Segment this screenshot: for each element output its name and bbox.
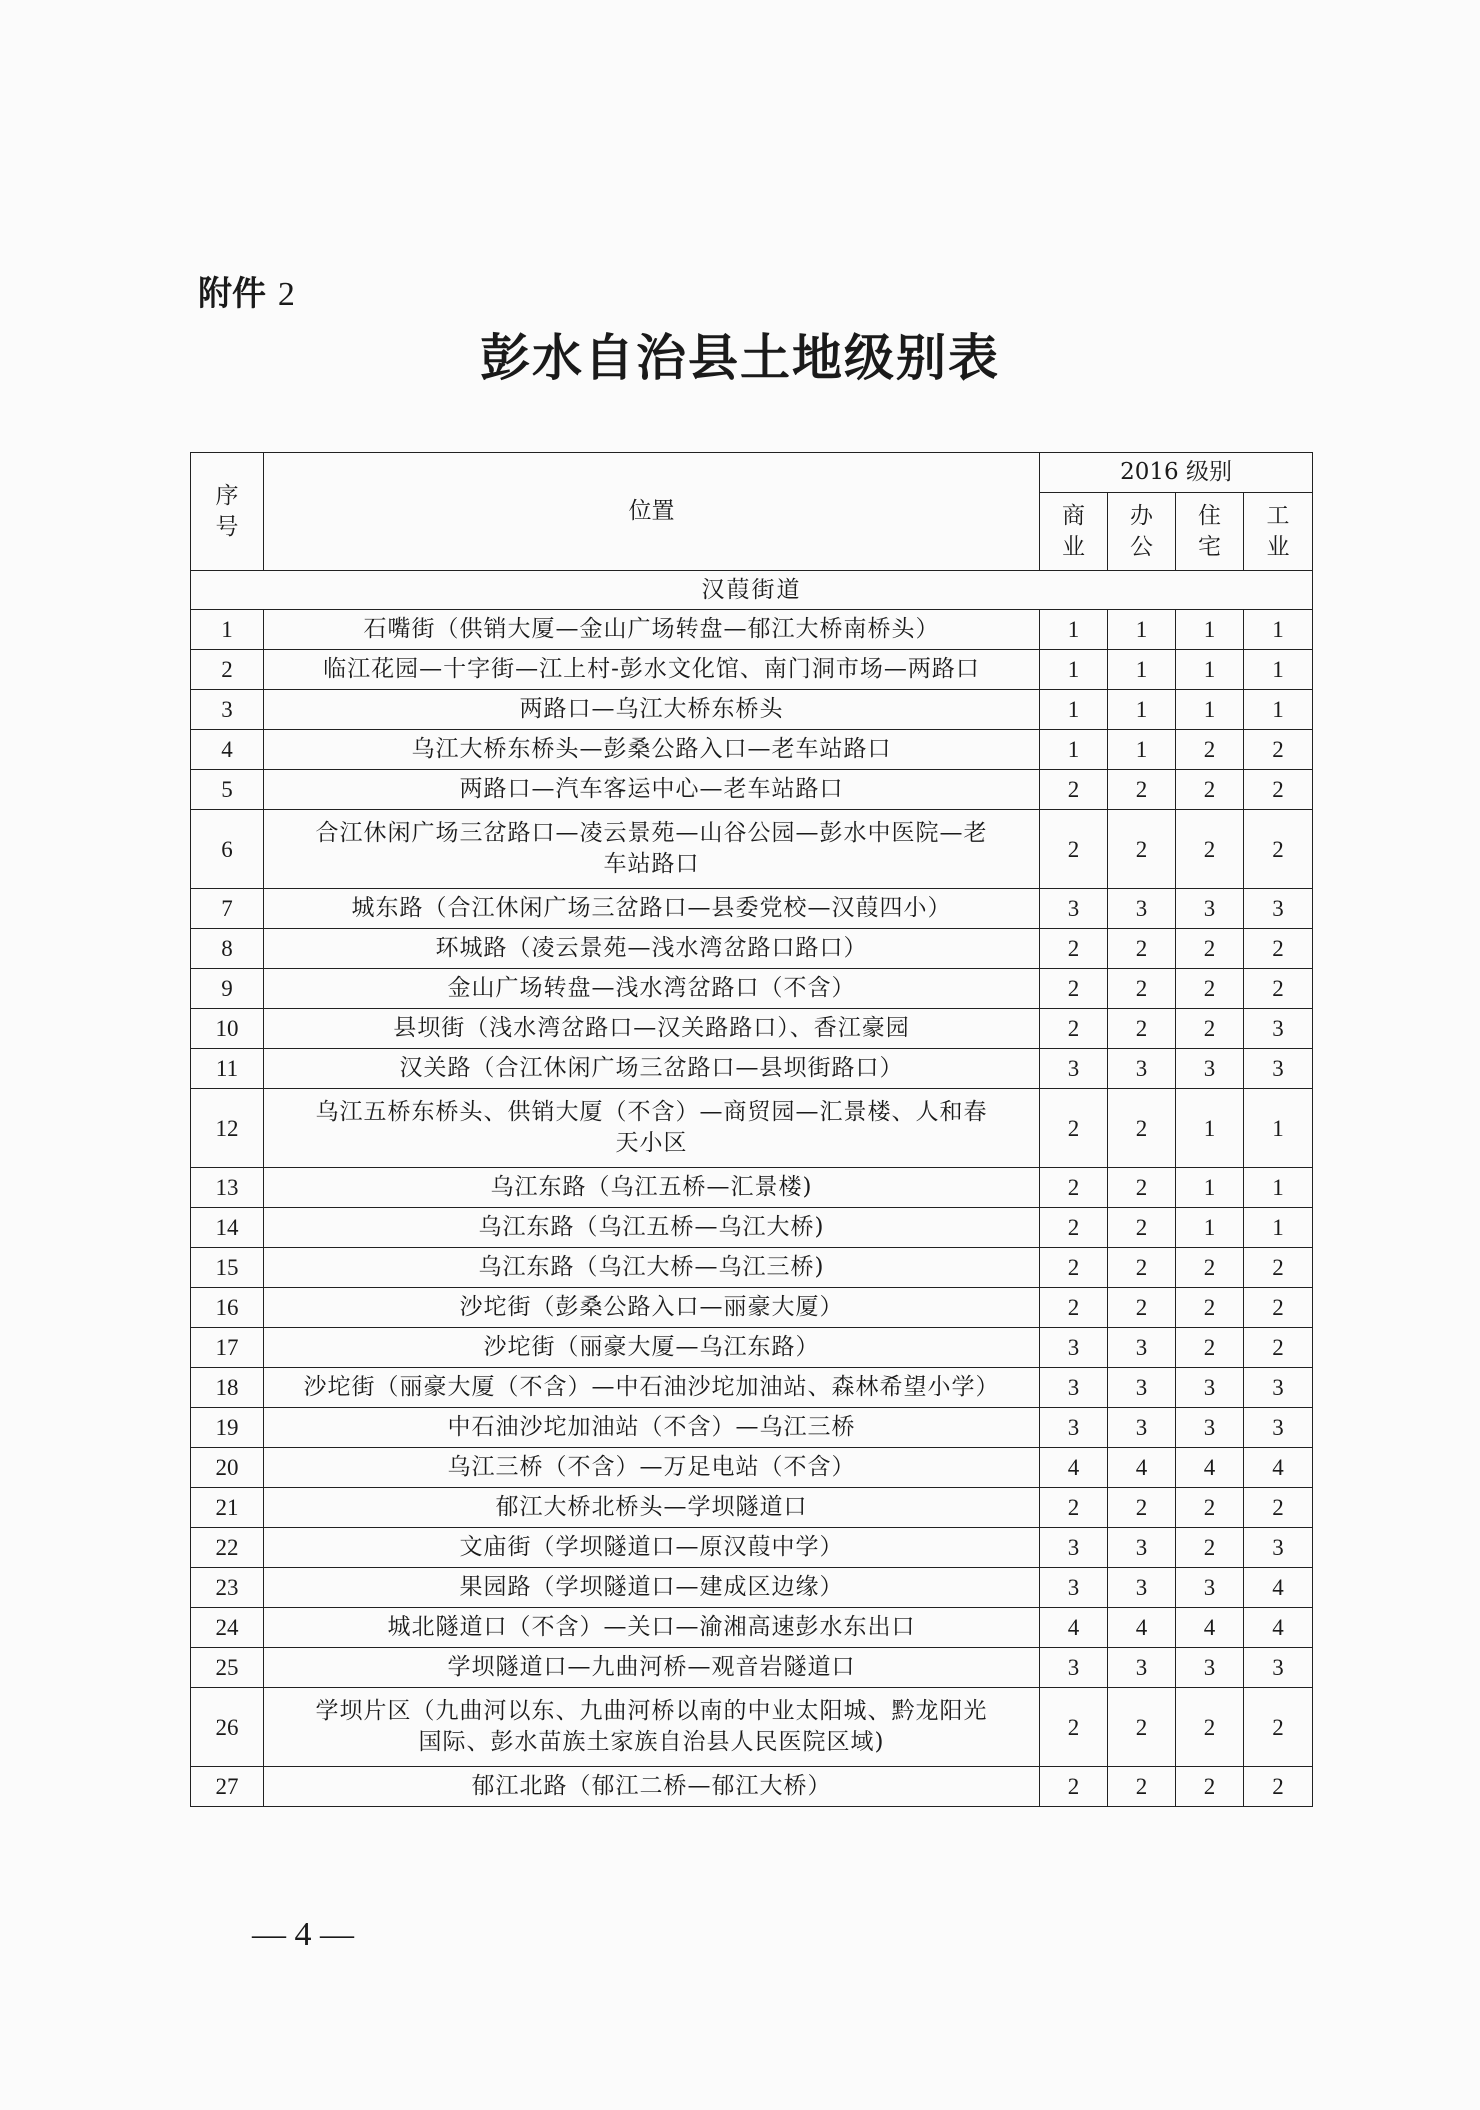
location-cell — [264, 810, 1040, 889]
grade-residential: 2 — [1176, 810, 1244, 889]
row-number: 25 — [191, 1648, 264, 1688]
grade-residential: 2 — [1176, 1328, 1244, 1368]
grade-commercial: 3 — [1040, 1648, 1108, 1688]
location-line: 文庙街（学坝隧道口—原汉葭中学） — [459, 1534, 844, 1560]
location-cell — [264, 1408, 1040, 1448]
grade-residential: 3 — [1176, 1049, 1244, 1089]
row-number: 4 — [191, 730, 264, 770]
location-cell — [264, 730, 1040, 770]
grade-commercial: 2 — [1040, 770, 1108, 810]
row-number: 21 — [191, 1488, 264, 1528]
grade-office: 2 — [1108, 810, 1176, 889]
grade-industrial: 2 — [1244, 770, 1313, 810]
grade-residential: 2 — [1176, 1248, 1244, 1288]
grade-office: 1 — [1108, 610, 1176, 650]
location-cell — [264, 1328, 1040, 1368]
table-row — [191, 929, 1313, 969]
row-number: 24 — [191, 1608, 264, 1648]
grade-residential: 3 — [1176, 1408, 1244, 1448]
attachment-label-text: 附件 — [198, 274, 266, 314]
table-row — [191, 1648, 1313, 1688]
col-header-commercial-top: 商 — [1062, 502, 1085, 529]
table-row — [191, 969, 1313, 1009]
grade-commercial: 2 — [1040, 1208, 1108, 1248]
table-row — [191, 650, 1313, 690]
row-number: 22 — [191, 1528, 264, 1568]
row-number: 1 — [191, 610, 264, 650]
grade-office: 3 — [1108, 889, 1176, 929]
grade-office: 3 — [1108, 1648, 1176, 1688]
location-line: 学坝隧道口—九曲河桥—观音岩隧道口 — [447, 1654, 856, 1680]
grade-industrial: 4 — [1244, 1608, 1313, 1648]
row-number: 23 — [191, 1568, 264, 1608]
grade-residential: 2 — [1176, 1688, 1244, 1767]
row-number: 11 — [191, 1049, 264, 1089]
col-header-office — [1108, 493, 1176, 571]
grade-office: 2 — [1108, 1767, 1176, 1807]
location-line: 乌江大桥东桥头—彭桑公路入口—老车站路口 — [411, 736, 892, 762]
row-number: 10 — [191, 1009, 264, 1049]
grade-commercial: 2 — [1040, 1248, 1108, 1288]
grade-office: 3 — [1108, 1049, 1176, 1089]
location-line: 果园路（学坝隧道口—建成区边缘） — [459, 1574, 844, 1600]
grade-office: 1 — [1108, 730, 1176, 770]
table-row — [191, 1767, 1313, 1807]
grade-residential: 1 — [1176, 610, 1244, 650]
grade-industrial: 3 — [1244, 1408, 1313, 1448]
grade-office: 2 — [1108, 1688, 1176, 1767]
grade-industrial: 2 — [1244, 730, 1313, 770]
grade-residential: 1 — [1176, 1089, 1244, 1168]
location-cell — [264, 1248, 1040, 1288]
table-row — [191, 1288, 1313, 1328]
grade-commercial: 2 — [1040, 929, 1108, 969]
grade-residential: 2 — [1176, 730, 1244, 770]
location-line: 汉关路（合江休闲广场三岔路口—县坝街路口） — [399, 1055, 904, 1081]
seq-header — [191, 453, 264, 571]
location-cell — [264, 1648, 1040, 1688]
grade-industrial: 2 — [1244, 1767, 1313, 1807]
grade-office: 4 — [1108, 1608, 1176, 1648]
grade-office: 2 — [1108, 1288, 1176, 1328]
grade-residential: 2 — [1176, 969, 1244, 1009]
row-number: 16 — [191, 1288, 264, 1328]
grade-residential: 3 — [1176, 889, 1244, 929]
location-cell — [264, 1009, 1040, 1049]
table-row — [191, 690, 1313, 730]
grade-office: 2 — [1108, 1168, 1176, 1208]
location-line: 石嘴街（供销大厦—金山广场转盘—郁江大桥南桥头） — [363, 616, 940, 642]
table-body — [191, 571, 1313, 1807]
grade-office: 2 — [1108, 929, 1176, 969]
table-row — [191, 810, 1313, 889]
grade-office: 1 — [1108, 690, 1176, 730]
table-row — [191, 1328, 1313, 1368]
grade-office: 3 — [1108, 1568, 1176, 1608]
location-line: 沙坨街（丽豪大厦—乌江东路） — [483, 1334, 820, 1360]
grade-residential: 1 — [1176, 650, 1244, 690]
row-number: 8 — [191, 929, 264, 969]
table-row — [191, 770, 1313, 810]
row-number: 6 — [191, 810, 264, 889]
row-number: 26 — [191, 1688, 264, 1767]
location-cell — [264, 1168, 1040, 1208]
grade-commercial: 2 — [1040, 969, 1108, 1009]
location-cell — [264, 1688, 1040, 1767]
row-number: 12 — [191, 1089, 264, 1168]
grade-commercial: 4 — [1040, 1608, 1108, 1648]
table-row — [191, 1368, 1313, 1408]
grade-industrial: 2 — [1244, 1488, 1313, 1528]
row-number: 15 — [191, 1248, 264, 1288]
table-row — [191, 1408, 1313, 1448]
grade-residential: 2 — [1176, 1767, 1244, 1807]
row-number: 20 — [191, 1448, 264, 1488]
location-line: 金山广场转盘—浅水湾岔路口（不含） — [447, 975, 856, 1001]
grade-industrial: 4 — [1244, 1448, 1313, 1488]
grade-commercial: 2 — [1040, 1288, 1108, 1328]
location-line-2: 国际、彭水苗族土家族自治县人民医院区域) — [418, 1729, 885, 1755]
section-row: 汉葭街道 — [191, 571, 1313, 610]
row-number: 3 — [191, 690, 264, 730]
location-cell — [264, 1089, 1040, 1168]
table-row — [191, 889, 1313, 929]
grade-residential: 4 — [1176, 1448, 1244, 1488]
col-header-commercial — [1040, 493, 1108, 571]
table-row — [191, 1488, 1313, 1528]
grade-industrial: 1 — [1244, 1208, 1313, 1248]
grade-industrial: 1 — [1244, 1168, 1313, 1208]
grade-commercial: 2 — [1040, 1089, 1108, 1168]
grade-office: 2 — [1108, 969, 1176, 1009]
grade-residential: 3 — [1176, 1568, 1244, 1608]
table-row — [191, 1448, 1313, 1488]
grade-industrial: 1 — [1244, 610, 1313, 650]
grade-industrial: 2 — [1244, 1288, 1313, 1328]
grade-commercial: 3 — [1040, 1328, 1108, 1368]
seq-header-top: 序 — [215, 482, 239, 509]
location-cell — [264, 1448, 1040, 1488]
grade-office: 2 — [1108, 770, 1176, 810]
grade-commercial: 2 — [1040, 1767, 1108, 1807]
location-cell — [264, 770, 1040, 810]
location-line: 乌江三桥（不含）—万足电站（不含） — [447, 1454, 856, 1480]
grade-commercial: 2 — [1040, 1488, 1108, 1528]
location-line-2: 车站路口 — [603, 851, 700, 877]
table-row — [191, 1049, 1313, 1089]
grade-industrial: 1 — [1244, 690, 1313, 730]
grade-office: 2 — [1108, 1009, 1176, 1049]
location-cell — [264, 889, 1040, 929]
row-number: 14 — [191, 1208, 264, 1248]
grade-residential: 2 — [1176, 1009, 1244, 1049]
grade-commercial: 2 — [1040, 1688, 1108, 1767]
location-cell — [264, 1528, 1040, 1568]
col-header-residential-top: 住 — [1198, 502, 1221, 529]
table-row — [191, 730, 1313, 770]
page-number: — 4 — — [252, 1916, 354, 1953]
grade-industrial: 3 — [1244, 1368, 1313, 1408]
row-number: 13 — [191, 1168, 264, 1208]
grade-commercial: 1 — [1040, 730, 1108, 770]
location-cell — [264, 1568, 1040, 1608]
grade-industrial: 2 — [1244, 1688, 1313, 1767]
location-line: 乌江东路（乌江五桥—乌江大桥) — [478, 1214, 825, 1240]
col-header-office-top: 办 — [1130, 502, 1153, 529]
col-header-office-bottom: 公 — [1130, 533, 1153, 560]
page-title: 彭水自治县土地级别表 — [480, 328, 1000, 387]
grade-commercial: 2 — [1040, 810, 1108, 889]
attachment-label — [198, 266, 295, 315]
col-header-industrial-top: 工 — [1266, 502, 1290, 529]
table-row — [191, 1089, 1313, 1168]
location-cell — [264, 610, 1040, 650]
grade-residential: 3 — [1176, 1648, 1244, 1688]
grade-commercial: 3 — [1040, 1568, 1108, 1608]
row-number: 9 — [191, 969, 264, 1009]
table-row — [191, 1568, 1313, 1608]
location-cell — [264, 690, 1040, 730]
location-header: 位置 — [264, 453, 1040, 571]
grade-commercial: 3 — [1040, 1408, 1108, 1448]
year-group-header: 2016 级别 — [1040, 453, 1313, 493]
row-number: 17 — [191, 1328, 264, 1368]
location-cell — [264, 1208, 1040, 1248]
grade-commercial: 2 — [1040, 1168, 1108, 1208]
col-header-industrial-bottom: 业 — [1266, 533, 1290, 560]
table-row — [191, 1208, 1313, 1248]
row-number: 5 — [191, 770, 264, 810]
grade-commercial: 4 — [1040, 1448, 1108, 1488]
location-line: 中石油沙坨加油站（不含）—乌江三桥 — [447, 1414, 856, 1440]
seq-header-bottom: 号 — [215, 513, 239, 540]
row-number: 7 — [191, 889, 264, 929]
location-line: 合江休闲广场三岔路口—凌云景苑—山谷公园—彭水中医院—老 — [315, 820, 988, 846]
grade-industrial: 2 — [1244, 1248, 1313, 1288]
location-cell — [264, 1767, 1040, 1807]
row-number: 27 — [191, 1767, 264, 1807]
grade-office: 3 — [1108, 1368, 1176, 1408]
grade-commercial: 1 — [1040, 610, 1108, 650]
grade-industrial: 1 — [1244, 650, 1313, 690]
grade-industrial: 2 — [1244, 929, 1313, 969]
location-cell — [264, 1488, 1040, 1528]
grade-commercial: 1 — [1040, 650, 1108, 690]
location-line: 沙坨街（彭桑公路入口—丽豪大厦） — [459, 1294, 844, 1320]
grade-industrial: 2 — [1244, 1328, 1313, 1368]
row-number: 19 — [191, 1408, 264, 1448]
grade-residential: 2 — [1176, 1288, 1244, 1328]
table-row — [191, 610, 1313, 650]
grade-office: 2 — [1108, 1089, 1176, 1168]
col-header-industrial — [1244, 493, 1313, 571]
grade-office: 2 — [1108, 1488, 1176, 1528]
table-row — [191, 1528, 1313, 1568]
grade-industrial: 3 — [1244, 889, 1313, 929]
location-line: 两路口—汽车客运中心—老车站路口 — [459, 776, 844, 802]
location-line: 乌江东路（乌江五桥—汇景楼) — [490, 1174, 813, 1200]
location-cell — [264, 1608, 1040, 1648]
location-line: 县坝街（浅水湾岔路口—汉关路路口）、香江豪园 — [393, 1015, 910, 1041]
grade-office: 3 — [1108, 1328, 1176, 1368]
table-row — [191, 1009, 1313, 1049]
grade-residential: 2 — [1176, 770, 1244, 810]
grade-commercial: 3 — [1040, 1528, 1108, 1568]
location-line: 城东路（合江休闲广场三岔路口—县委党校—汉葭四小） — [351, 895, 952, 921]
row-number: 18 — [191, 1368, 264, 1408]
table-row — [191, 1168, 1313, 1208]
grade-industrial: 2 — [1244, 969, 1313, 1009]
col-header-residential — [1176, 493, 1244, 571]
location-line: 沙坨街（丽豪大厦（不含）—中石油沙坨加油站、森林希望小学） — [303, 1374, 1000, 1400]
grade-commercial: 3 — [1040, 889, 1108, 929]
location-cell — [264, 1288, 1040, 1328]
land-grade-table — [190, 452, 1313, 1807]
grade-office: 2 — [1108, 1248, 1176, 1288]
location-line: 临江花园—十字街—江上村-彭水文化馆、南门洞市场—两路口 — [323, 656, 980, 682]
grade-industrial: 4 — [1244, 1568, 1313, 1608]
grade-residential: 3 — [1176, 1368, 1244, 1408]
location-line: 环城路（凌云景苑—浅水湾岔路口路口） — [435, 935, 868, 961]
location-line: 学坝片区（九曲河以东、九曲河桥以南的中业太阳城、黔龙阳光 — [315, 1698, 988, 1724]
col-header-residential-bottom: 宅 — [1198, 533, 1221, 560]
grade-residential: 2 — [1176, 1488, 1244, 1528]
grade-residential: 1 — [1176, 1208, 1244, 1248]
grade-industrial: 3 — [1244, 1528, 1313, 1568]
location-cell — [264, 929, 1040, 969]
grade-residential: 4 — [1176, 1608, 1244, 1648]
location-line: 乌江东路（乌江大桥—乌江三桥) — [478, 1254, 825, 1280]
grade-office: 3 — [1108, 1408, 1176, 1448]
col-header-commercial-bottom: 业 — [1062, 533, 1085, 560]
location-line: 郁江大桥北桥头—学坝隧道口 — [495, 1494, 808, 1520]
grade-commercial: 3 — [1040, 1368, 1108, 1408]
grade-commercial: 3 — [1040, 1049, 1108, 1089]
location-line: 郁江北路（郁江二桥—郁江大桥） — [471, 1773, 832, 1799]
grade-commercial: 1 — [1040, 690, 1108, 730]
attachment-number: 2 — [277, 276, 295, 313]
grade-office: 1 — [1108, 650, 1176, 690]
grade-industrial: 2 — [1244, 810, 1313, 889]
grade-office: 3 — [1108, 1528, 1176, 1568]
location-cell — [264, 1049, 1040, 1089]
location-cell — [264, 650, 1040, 690]
location-cell — [264, 969, 1040, 1009]
grade-residential: 2 — [1176, 929, 1244, 969]
location-line-2: 天小区 — [615, 1130, 688, 1156]
location-line: 两路口—乌江大桥东桥头 — [519, 696, 784, 722]
grade-industrial: 1 — [1244, 1089, 1313, 1168]
table-header — [191, 453, 1313, 571]
grade-industrial: 3 — [1244, 1009, 1313, 1049]
table-row — [191, 1688, 1313, 1767]
grade-industrial: 3 — [1244, 1648, 1313, 1688]
location-line: 城北隧道口（不含）—关口—渝湘高速彭水东出口 — [387, 1614, 916, 1640]
row-number: 2 — [191, 650, 264, 690]
location-line: 乌江五桥东桥头、供销大厦（不含）—商贸园—汇景楼、人和春 — [315, 1099, 988, 1125]
table-row — [191, 1608, 1313, 1648]
grade-commercial: 2 — [1040, 1009, 1108, 1049]
grade-office: 2 — [1108, 1208, 1176, 1248]
grade-office: 4 — [1108, 1448, 1176, 1488]
table-row — [191, 1248, 1313, 1288]
grade-residential: 2 — [1176, 1528, 1244, 1568]
location-cell — [264, 1368, 1040, 1408]
grade-industrial: 3 — [1244, 1049, 1313, 1089]
grade-residential: 1 — [1176, 690, 1244, 730]
grade-residential: 1 — [1176, 1168, 1244, 1208]
